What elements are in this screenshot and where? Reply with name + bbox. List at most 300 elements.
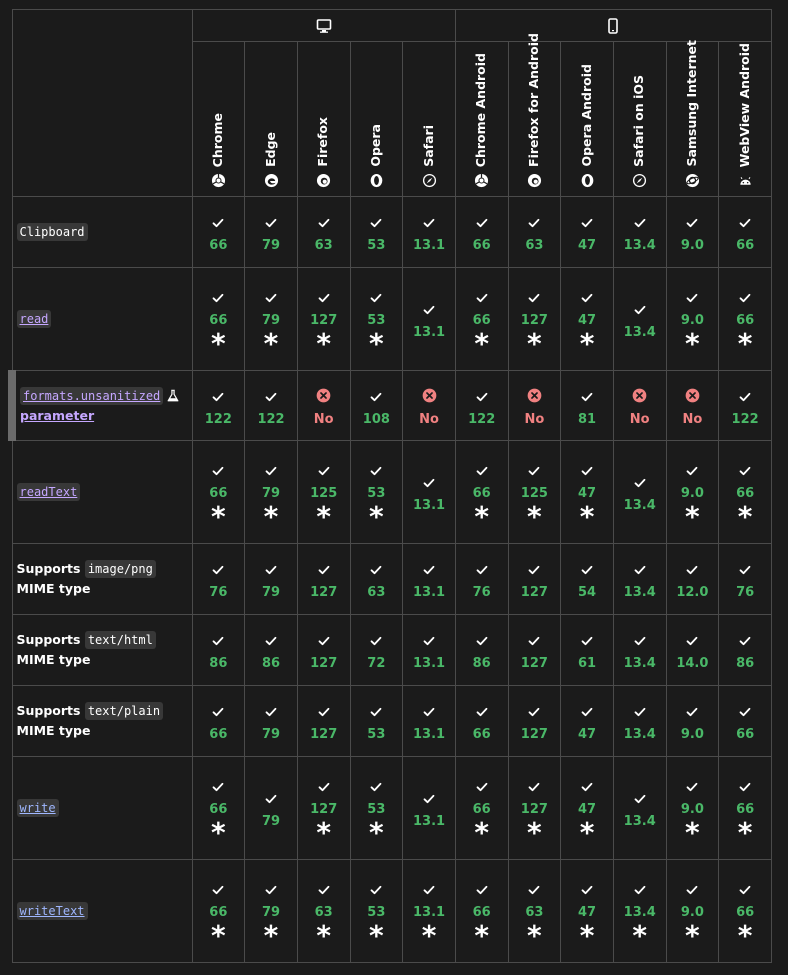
version-label: 9.0 [680,486,704,501]
footnote-asterisk-icon: * [579,919,595,952]
check-icon [667,289,719,305]
footnote-asterisk-icon: * [474,500,490,533]
support-cell-firefox[interactable] [297,197,350,268]
support-cell-samsung-internet[interactable] [666,544,719,615]
check-icon [509,462,561,478]
check-icon [245,632,297,648]
check-icon [351,881,403,897]
feature-prefix: Supports [16,703,81,718]
support-cell-opera-android[interactable] [561,615,614,686]
support-cell-edge[interactable] [245,686,298,757]
check-icon [509,703,561,719]
support-cell-firefox-for-android[interactable] [508,686,561,757]
support-cell-opera[interactable] [350,686,403,757]
support-cell-chrome-android[interactable] [455,686,508,757]
version-label: 66 [472,486,491,501]
feature-link[interactable]: writeText [17,902,88,920]
support-cell-samsung-internet[interactable] [666,268,719,371]
support-cell-samsung-internet[interactable] [666,757,719,860]
version-label: 53 [367,238,386,253]
version-label: 13.1 [412,325,446,340]
support-cell-samsung-internet[interactable] [666,197,719,268]
support-cell-opera-android[interactable] [561,860,614,963]
version-label: 47 [577,486,597,501]
browser-name: WebView Android [736,42,752,167]
check-icon [298,881,350,897]
support-cell-edge[interactable] [245,268,298,371]
check-icon [351,462,403,478]
support-cell-chrome[interactable] [192,544,245,615]
version-label: 47 [577,905,597,920]
check-icon [667,703,719,719]
support-cell-chrome[interactable] [192,615,245,686]
support-cell-webview-android[interactable] [719,544,772,615]
support-cell-chrome-android[interactable] [455,615,508,686]
support-cell-firefox[interactable] [297,860,350,963]
support-cell-samsung-internet[interactable] [666,860,719,963]
feature-row-read [12,268,772,371]
support-cell-safari[interactable] [403,544,456,615]
check-icon [561,214,613,230]
chrome-icon [474,173,489,188]
support-cell-opera-android[interactable] [561,371,614,441]
footnote-asterisk-icon: * [316,500,331,533]
check-icon [561,561,613,577]
check-icon [561,462,613,478]
version-label: 13.4 [623,238,656,253]
version-label: 127 [310,802,338,817]
support-cell-webview-android[interactable] [719,686,772,757]
check-icon [667,561,719,577]
safari-icon [422,173,437,188]
check-icon [719,632,771,648]
support-cell-samsung-internet[interactable] [666,615,719,686]
version-label: 66 [209,313,228,328]
check-icon [456,561,508,577]
version-label: 53 [367,802,386,817]
check-icon [245,388,297,404]
support-cell-firefox-for-android[interactable] [508,371,561,441]
support-cell-chrome-android[interactable] [455,860,508,963]
check-icon [193,388,245,404]
support-cell-safari-on-ios[interactable] [613,268,666,371]
support-cell-opera-android[interactable] [561,441,614,544]
browser-header-edge [245,42,298,197]
support-cell-firefox-for-android[interactable] [508,544,561,615]
feature-row-readtext [12,441,772,544]
support-cell-firefox-for-android[interactable] [508,197,561,268]
version-label: 127 [310,313,338,328]
version-label: 9.0 [680,727,704,742]
support-cell-safari[interactable] [403,757,456,860]
support-cell-chrome-android[interactable] [455,371,508,441]
version-label: 13.4 [623,585,656,600]
version-label: 47 [577,802,597,817]
feature-name [12,441,192,544]
browser-name: Safari on iOS [631,75,647,167]
check-icon [193,778,245,794]
check-icon [614,632,666,648]
opera-icon [580,173,595,188]
support-cell-firefox[interactable] [297,757,350,860]
support-cell-chrome[interactable] [192,197,245,268]
support-cell-samsung-internet[interactable] [666,686,719,757]
version-label: 66 [736,486,755,501]
version-label: 86 [736,656,755,671]
footnote-asterisk-icon: * [211,816,226,849]
support-cell-opera[interactable] [350,757,403,860]
check-icon [245,881,297,897]
support-cell-chrome-android[interactable] [455,544,508,615]
check-icon [351,388,403,404]
android-icon [738,173,753,188]
version-label: 63 [525,238,544,253]
support-cell-edge[interactable] [245,441,298,544]
version-label: 66 [472,802,491,817]
support-cell-opera-android[interactable] [561,268,614,371]
version-label: 76 [209,585,228,600]
check-icon [193,632,245,648]
support-cell-chrome-android[interactable] [455,757,508,860]
support-cell-chrome[interactable] [192,371,245,441]
check-icon [719,289,771,305]
version-label: 122 [204,411,232,427]
feature-code: image/png [85,560,156,578]
check-icon [351,632,403,648]
version-label: 66 [209,905,228,920]
browser-header-opera [350,42,403,197]
version-label: 63 [525,905,544,920]
support-cell-chrome-android[interactable] [455,197,508,268]
check-icon [245,703,297,719]
support-cell-chrome[interactable] [192,686,245,757]
support-cell-opera[interactable] [350,371,403,441]
support-cell-webview-android[interactable] [719,441,772,544]
check-icon [561,778,613,794]
support-cell-safari[interactable] [403,441,456,544]
support-cell-samsung-internet[interactable] [666,441,719,544]
check-icon [403,703,455,719]
browser-header-firefox-for-android [508,33,561,197]
check-icon [456,778,508,794]
version-label: 13.4 [623,656,656,671]
support-cell-opera[interactable] [350,268,403,371]
opera-icon [369,173,384,188]
check-icon [193,214,245,230]
version-label: 79 [261,814,281,829]
footnote-asterisk-icon: * [527,500,542,533]
support-cell-opera-android[interactable] [561,544,614,615]
check-icon [614,881,666,897]
version-label: 63 [367,585,386,600]
version-label: 66 [472,727,491,742]
feature-link[interactable]: readText [17,483,81,501]
check-icon [193,289,245,305]
browser-compat-table [8,9,772,963]
version-label: No [313,411,334,427]
footnote-asterisk-icon: * [369,919,384,952]
support-cell-firefox-for-android[interactable] [508,268,561,371]
version-label: 47 [577,313,597,328]
support-cell-opera-android[interactable] [561,197,614,268]
browser-header-safari-on-ios [613,42,666,197]
check-icon [351,214,403,230]
check-icon [719,462,771,478]
check-icon [456,462,508,478]
support-cell-safari-on-ios[interactable] [613,197,666,268]
version-label: 72 [367,656,386,671]
check-icon [456,388,508,404]
support-cell-firefox[interactable] [297,615,350,686]
version-label: 79 [261,238,281,253]
version-label: 66 [736,802,755,817]
version-label: 63 [314,905,333,920]
footnote-asterisk-icon: * [527,816,542,849]
support-cell-chrome[interactable] [192,757,245,860]
feature-row-clipboard [12,197,772,268]
feature-row-image-png [12,544,772,615]
check-icon [561,881,613,897]
footnote-asterisk-icon: * [316,816,331,849]
footnote-asterisk-icon: * [632,919,648,952]
support-cell-firefox[interactable] [297,441,350,544]
version-label: 127 [520,656,548,671]
support-cell-opera[interactable] [350,544,403,615]
footnote-asterisk-icon: * [685,816,700,849]
version-label: 9.0 [680,802,704,817]
edge-icon [264,173,279,188]
version-label: 79 [261,905,281,920]
browser-name: Firefox for Android [526,33,542,167]
footnote-asterisk-icon: * [474,816,490,849]
check-icon [509,214,561,230]
feature-link[interactable]: formats.unsanitized [20,387,163,405]
check-icon [509,881,561,897]
footnote-asterisk-icon: * [263,327,279,360]
support-cell-webview-android[interactable] [719,371,772,441]
version-label: 66 [472,905,491,920]
support-cell-firefox-for-android[interactable] [508,441,561,544]
browser-header-samsung-internet [666,42,719,197]
feature-row-text-plain [12,686,772,757]
support-cell-safari-on-ios[interactable] [613,544,666,615]
support-cell-safari-on-ios[interactable] [613,615,666,686]
support-cell-safari-on-ios[interactable] [613,686,666,757]
cross-icon [509,388,561,404]
cross-icon [667,388,719,404]
browser-header-chrome [192,42,245,197]
check-icon [193,881,245,897]
feature-name [12,371,192,441]
check-icon [719,703,771,719]
version-label: 122 [731,411,759,427]
check-icon [614,214,666,230]
version-label: 53 [367,313,386,328]
firefox-icon [316,173,331,188]
support-cell-firefox[interactable] [297,686,350,757]
version-label: 127 [520,802,548,817]
feature-name [12,268,192,371]
support-cell-webview-android[interactable] [719,860,772,963]
support-cell-opera-android[interactable] [561,686,614,757]
safari-icon [632,173,647,188]
footnote-asterisk-icon: * [369,816,384,849]
footnote-asterisk-icon: * [474,919,490,952]
check-icon [561,289,613,305]
support-cell-firefox-for-android[interactable] [508,615,561,686]
support-cell-chrome-android[interactable] [455,268,508,371]
support-cell-safari[interactable] [403,197,456,268]
browser-name: Safari [420,125,436,167]
browser-name: Opera Android [578,64,594,167]
version-label: 47 [577,727,597,742]
feature-name [12,860,192,963]
version-label: 53 [367,727,386,742]
feature-link[interactable]: read [17,310,52,328]
version-label: 66 [472,313,491,328]
version-label: 13.1 [412,585,446,600]
support-cell-opera[interactable] [350,441,403,544]
feature-row-writetext [12,860,772,963]
version-label: 81 [577,411,597,427]
version-label: 79 [261,585,281,600]
support-cell-webview-android[interactable] [719,197,772,268]
support-cell-edge[interactable] [245,615,298,686]
check-icon [193,703,245,719]
support-cell-samsung-internet[interactable] [666,371,719,441]
check-icon [193,462,245,478]
feature-name [12,757,192,860]
footnote-asterisk-icon: * [579,500,595,533]
support-cell-safari[interactable] [403,615,456,686]
support-cell-webview-android[interactable] [719,757,772,860]
support-cell-safari[interactable] [403,686,456,757]
table-corner [12,10,192,197]
version-label: 13.4 [623,727,656,742]
version-label: 79 [261,727,281,742]
version-label: 79 [261,313,281,328]
version-label: 66 [209,802,228,817]
version-label: 47 [577,238,597,253]
check-icon [614,561,666,577]
version-label: 13.1 [412,498,446,513]
support-cell-opera[interactable] [350,197,403,268]
footnote-asterisk-icon: * [369,327,384,360]
platform-row [12,10,772,42]
check-icon [298,778,350,794]
support-cell-chrome-android[interactable] [455,441,508,544]
support-cell-chrome[interactable] [192,441,245,544]
support-cell-webview-android[interactable] [719,615,772,686]
version-label: 14.0 [676,656,709,671]
support-cell-opera[interactable] [350,615,403,686]
version-label: 86 [472,656,491,671]
support-cell-edge[interactable] [245,197,298,268]
footnote-asterisk-icon: * [263,500,279,533]
support-cell-safari-on-ios[interactable] [613,371,666,441]
check-icon [509,778,561,794]
support-cell-safari[interactable] [403,268,456,371]
check-icon [456,289,508,305]
support-cell-edge[interactable] [245,860,298,963]
chrome-icon [211,173,226,188]
browser-name: Firefox [315,117,331,167]
footnote-asterisk-icon: * [737,816,753,849]
mobile-icon [605,18,621,34]
feature-prefix: Supports [16,632,81,647]
check-icon [614,474,666,490]
support-cell-safari-on-ios[interactable] [613,757,666,860]
version-label: 76 [736,585,755,600]
check-icon [403,561,455,577]
check-icon [456,703,508,719]
version-label: 122 [257,411,285,427]
support-cell-firefox-for-android[interactable] [508,860,561,963]
version-label: 53 [367,905,386,920]
support-cell-edge[interactable] [245,544,298,615]
footnote-asterisk-icon: * [737,500,753,533]
feature-code: Clipboard [17,223,88,241]
support-cell-firefox[interactable] [297,544,350,615]
support-cell-firefox[interactable] [297,268,350,371]
check-icon [351,289,403,305]
feature-link[interactable]: write [17,799,59,817]
feature-row-write [12,757,772,860]
check-icon [245,462,297,478]
support-cell-opera[interactable] [350,860,403,963]
parameter-link[interactable]: parameter [20,407,95,423]
support-cell-safari-on-ios[interactable] [613,860,666,963]
version-label: 13.1 [412,814,446,829]
check-icon [403,214,455,230]
check-icon [456,881,508,897]
firefox-icon [527,173,542,188]
cross-icon [614,388,666,404]
version-label: 13.4 [623,905,656,920]
support-cell-safari[interactable] [403,371,456,441]
check-icon [403,790,455,806]
check-icon [403,301,455,317]
check-icon [298,703,350,719]
support-cell-chrome[interactable] [192,860,245,963]
version-label: 13.4 [623,498,656,513]
support-cell-edge[interactable] [245,371,298,441]
check-icon [245,561,297,577]
footnote-asterisk-icon: * [685,327,700,360]
version-label: 66 [209,727,228,742]
check-icon [667,778,719,794]
footnote-asterisk-icon: * [579,816,595,849]
support-cell-firefox-for-android[interactable] [508,757,561,860]
support-cell-opera-android[interactable] [561,757,614,860]
support-cell-safari[interactable] [403,860,456,963]
support-cell-firefox[interactable] [297,371,350,441]
version-label: 12.0 [676,585,709,600]
support-cell-safari-on-ios[interactable] [613,441,666,544]
check-icon [561,703,613,719]
version-label: 127 [520,313,548,328]
version-label: 108 [362,411,390,427]
support-cell-webview-android[interactable] [719,268,772,371]
footnote-asterisk-icon: * [316,327,331,360]
support-cell-edge[interactable] [245,757,298,860]
check-icon [561,632,613,648]
version-label: No [524,411,545,427]
platform-desktop [192,10,455,42]
version-label: 54 [577,585,597,600]
support-cell-chrome[interactable] [192,268,245,371]
version-label: 13.1 [412,727,446,742]
